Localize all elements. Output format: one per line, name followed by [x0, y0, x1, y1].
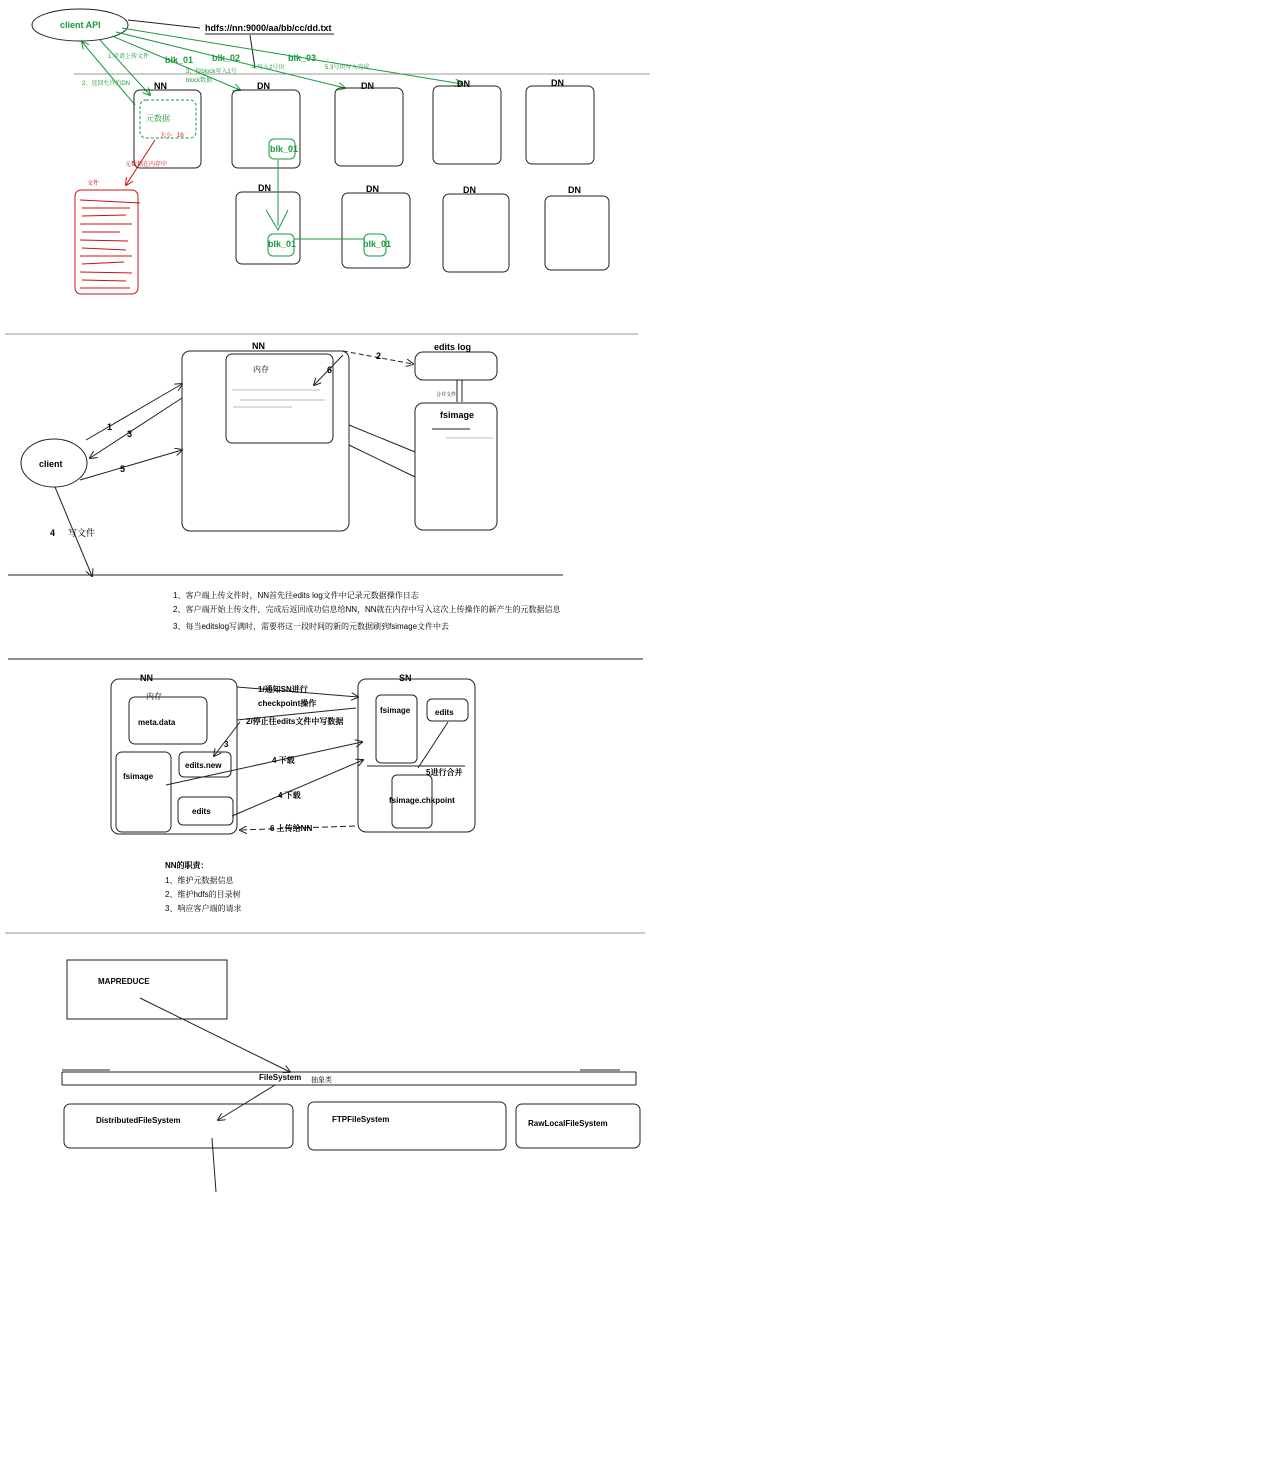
fsimage-label-s2: fsimage: [440, 410, 475, 420]
step5-label: 5.3号块写入完成: [325, 65, 370, 71]
note-1: 1、客户端上传文件时，NN首先往edits log文件中记录元数据操作日志: [173, 591, 419, 600]
dn-label-5: DN: [258, 183, 271, 193]
step6-num: 6: [327, 365, 333, 375]
duty-2: 2、维护hdfs的目录树: [165, 890, 241, 899]
section-checkpoint: [111, 673, 475, 913]
namenode-box-s3: [111, 679, 237, 834]
dn-label-7: DN: [463, 185, 476, 195]
arrow-1: [86, 384, 182, 440]
datanode-4: [526, 86, 594, 164]
section-hdfs-write: [32, 9, 650, 294]
file-note: 文件: [87, 181, 100, 187]
datanode-8: [545, 196, 609, 270]
nn-label: NN: [154, 81, 167, 91]
memory-label-s3: 内存: [146, 692, 162, 701]
mapreduce-box: [67, 960, 227, 1019]
block-blk01-a-label: blk_01: [270, 144, 299, 154]
duties-title: NN的职责：: [165, 861, 209, 870]
filesystem-label: FileSystem: [259, 1073, 302, 1082]
merge-arrow: [418, 722, 448, 768]
edits-log-box: [415, 352, 497, 380]
fsimage-box-s2: [415, 403, 497, 530]
section-filesystem: [62, 960, 640, 1192]
client-label-s2: client: [39, 459, 63, 469]
write-num: 4: [50, 528, 56, 538]
note-2: 2、客户端开始上传文件，完成后返回成功信息给NN，NN就在内存中写入这次上传操作的新产生的元数据信息: [173, 605, 561, 614]
step1-num: 1: [107, 422, 113, 432]
nn-fsimage-box: [116, 752, 171, 832]
ftp-label: FTPFileSystem: [332, 1115, 390, 1124]
memory-lines: [232, 390, 325, 407]
replica-arrow-head: [266, 210, 288, 230]
step3-label-s3: 3: [224, 740, 229, 749]
memory-label-s2: 内存: [253, 365, 269, 374]
blk02-label: blk_02: [212, 53, 241, 63]
size-value: 16: [177, 133, 184, 139]
filesystem-bar: [62, 1070, 636, 1085]
nn-fsimage-link-2: [349, 445, 415, 477]
duty-1: 1、维护元数据信息: [165, 876, 234, 885]
step4-label: 4.写入2号块: [252, 65, 285, 71]
datanode-7: [443, 194, 509, 272]
nn-edits-label: edits: [192, 807, 211, 816]
abstract-label: 抽象类: [311, 1077, 332, 1084]
client-api-label: client API: [60, 20, 101, 30]
write-file-label: 写文件: [68, 528, 96, 538]
step2-label: 2、返回允许的DN: [82, 81, 131, 87]
namenode-box-s2: [182, 351, 349, 531]
dn-label-1: DN: [257, 81, 270, 91]
blk01-label: blk_01: [165, 55, 194, 65]
step5-label-s3: 5进行合并: [426, 768, 463, 777]
edits-new-label: edits.new: [185, 761, 222, 770]
memory-box-s2: [226, 354, 333, 443]
block-blk01-c-label: blk_01: [363, 239, 392, 249]
size-label: 大小: [160, 133, 173, 139]
arrow-download-edits: [232, 760, 363, 816]
step2-num: 2: [376, 351, 382, 361]
arrow-to-dfs: [218, 1085, 275, 1120]
duty-3: 3、响应客户端的请求: [165, 904, 242, 913]
arrow-3: [90, 398, 182, 458]
dn-label-3: DN: [457, 79, 470, 89]
sn-label: SN: [399, 673, 412, 683]
block-blk01-b-label: blk_01: [268, 239, 297, 249]
step3b-label: block数据: [186, 78, 213, 84]
sn-edits-label: edits: [435, 708, 454, 717]
arrow-to-filesystem: [140, 998, 290, 1072]
sn-fsimage-label: fsimage: [380, 706, 411, 715]
arrow-to-edits-new: [214, 722, 240, 756]
step4b-label: 4 下载: [278, 791, 301, 800]
path-pointer: [128, 20, 200, 28]
dn-label-2: DN: [361, 81, 374, 91]
dfs-box: [64, 1104, 293, 1148]
ftp-box: [308, 1102, 506, 1150]
datanode-2: [335, 88, 403, 166]
step2-label-s3: 2/停止往edits文件中写数据: [246, 717, 344, 726]
raw-label: RawLocalFileSystem: [528, 1119, 608, 1128]
path-to-blk: [250, 35, 255, 68]
metadata-label: 元数据: [146, 114, 170, 123]
dn-label-4: DN: [551, 78, 564, 88]
step6-label-s3: 6 上传给NN: [270, 824, 313, 833]
step4a-label: 4 下载: [272, 756, 295, 765]
mapreduce-label: MAPREDUCE: [98, 977, 150, 986]
section-edits-log: [8, 341, 563, 632]
nn-fsimage-label: fsimage: [123, 772, 154, 781]
datanode-1: [232, 90, 300, 168]
note-3: 3、每当editslog写满时，需要将这一段时间的新的元数据刷到fsimage文件中去: [173, 622, 450, 631]
memory-note: 元数据在内存中: [125, 162, 168, 168]
chkpoint-label: fsimage.chkpoint: [389, 796, 455, 805]
step1b-label: checkpoint操作: [258, 699, 317, 708]
datanode-3: [433, 86, 501, 164]
datanode-6: [342, 193, 410, 268]
edits-log-label: edits log: [434, 342, 472, 352]
nn-fsimage-link-1: [349, 425, 415, 452]
file-sketch-box: [75, 190, 138, 294]
dn-label-8: DN: [568, 185, 581, 195]
step1a-label: 1/通知SN进行: [258, 685, 308, 694]
blk03-label: blk_03: [288, 53, 317, 63]
merge-note: 合并文件: [436, 392, 457, 398]
dfs-down-line: [212, 1138, 216, 1192]
dn-label-6: DN: [366, 184, 379, 194]
dfs-label: DistributedFileSystem: [96, 1116, 181, 1125]
meta-data-label: meta.data: [138, 718, 176, 727]
step3-num: 3: [127, 429, 133, 439]
nn-label-s3: NN: [140, 673, 153, 683]
step5-num: 5: [120, 464, 126, 474]
hdfs-path-label: hdfs://nn:9000/aa/bb/cc/dd.txt: [205, 23, 332, 33]
step1-label: 1.申请上传文件: [108, 54, 150, 60]
nn-label-s2: NN: [252, 341, 265, 351]
file-sketch-lines: [80, 200, 140, 288]
step3a-label: 3、按block写入1号: [186, 69, 237, 75]
